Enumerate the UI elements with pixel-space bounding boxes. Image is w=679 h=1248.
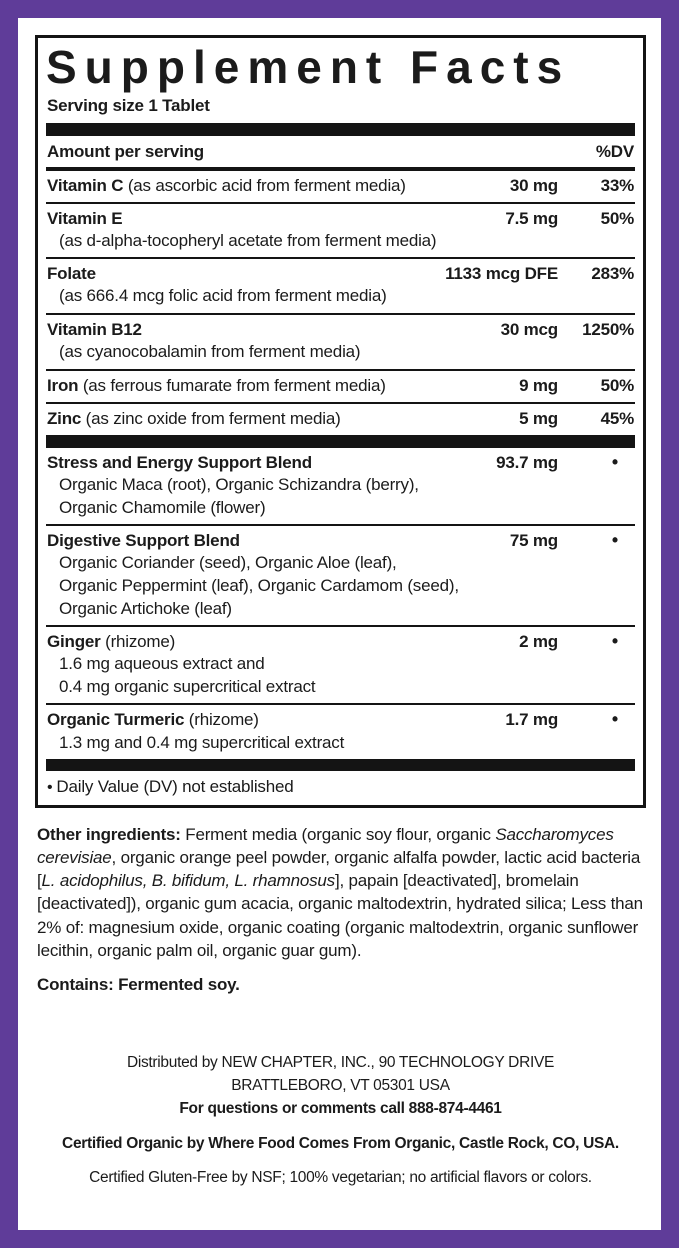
nutrient-row xyxy=(46,524,635,625)
nutrient-amount: 1.7 mg xyxy=(505,710,558,730)
nutrient-subline: (as cyanocobalamin from ferment media) xyxy=(59,342,361,362)
footer-line: Certified Organic by Where Food Comes From Organic, Castle Rock, CO, USA. xyxy=(62,1134,619,1152)
nutrient-main-line xyxy=(46,375,635,397)
nutrient-main-line xyxy=(46,709,635,731)
column-header-row xyxy=(46,136,635,171)
nutrient-amount: 2 mg xyxy=(519,632,558,652)
footer-line: For questions or comments call 888-874-4461 xyxy=(179,1100,502,1118)
other-ingredients-paragraph xyxy=(37,823,644,962)
nutrient-row xyxy=(46,402,635,435)
nutrient-subline: Organic Coriander (seed), Organic Aloe (leaf), xyxy=(59,553,397,573)
amount-per-serving-header: Amount per serving xyxy=(47,141,204,161)
nutrient-amount: 75 mg xyxy=(509,531,558,551)
nutrient-name: Organic Turmeric (rhizome) xyxy=(47,710,259,730)
nutrient-dv: 283% xyxy=(591,264,634,284)
ingredients-text-segment: Ferment media (organic soy flour, organic xyxy=(185,825,496,845)
nutrient-name: Stress and Energy Support Blend xyxy=(47,452,312,472)
nutrient-subline: 1.6 mg aqueous extract and xyxy=(59,654,265,674)
nutrient-dv: 1250% xyxy=(582,320,634,340)
divider-bar-mid xyxy=(46,435,635,448)
divider-bar-bottom xyxy=(46,759,635,771)
percent-dv-header: %DV xyxy=(595,141,634,161)
supplement-facts-title: Supplement Facts xyxy=(46,42,571,93)
ingredients-text-segment: Other ingredients: xyxy=(37,825,186,845)
nutrient-dv: 50% xyxy=(600,208,634,228)
nutrient-name: Zinc (as zinc oxide from ferment media) xyxy=(47,408,341,428)
nutrient-row xyxy=(46,171,635,202)
nutrient-main-line xyxy=(46,530,635,552)
nutrient-row xyxy=(46,625,635,703)
nutrient-subline: 0.4 mg organic supercritical extract xyxy=(59,676,316,696)
supplement-facts-panel xyxy=(35,35,646,808)
nutrient-row xyxy=(46,313,635,369)
daily-value-footnote xyxy=(46,771,635,799)
nutrient-main-line xyxy=(46,208,635,230)
nutrient-dv: 33% xyxy=(600,175,634,195)
nutrient-amount: 93.7 mg xyxy=(496,452,558,472)
nutrient-main-line xyxy=(46,263,635,285)
footnote-text: Daily Value (DV) not established xyxy=(56,777,294,797)
nutrient-row xyxy=(46,448,635,524)
vitamins-minerals-section xyxy=(46,171,635,435)
ingredients-text-segment: ], papain [deactivated], bromelain [deactivated]), organic gum acacia, organic maltodextrin, hydrated silica; Less than 2% of: magnesium oxide, organic coating (organic maltodextrin, organic sunflower lecithin, organic palm oil, organic guar gum). xyxy=(37,871,643,960)
nutrient-dv: 45% xyxy=(600,408,634,428)
nutrient-amount: 30 mg xyxy=(509,175,558,195)
nutrient-name: Iron (as ferrous fumarate from ferment media) xyxy=(47,375,386,395)
nutrient-name: Vitamin C (as ascorbic acid from ferment media) xyxy=(47,175,406,195)
nutrient-amount: 9 mg xyxy=(519,375,558,395)
nutrient-row xyxy=(46,202,635,258)
nutrient-subline: 1.3 mg and 0.4 mg supercritical extract xyxy=(59,732,345,752)
serving-size: Serving size 1 Tablet xyxy=(47,95,210,115)
footnote-bullet: • xyxy=(47,779,53,797)
nutrient-main-line xyxy=(46,631,635,653)
dv-not-established-bullet: • xyxy=(611,530,618,551)
nutrient-name: Digestive Support Blend xyxy=(47,531,240,551)
nutrient-amount: 30 mcg xyxy=(500,320,558,340)
ingredients-text-segment: Saccharomyces cerevisiae xyxy=(37,825,614,868)
footer-line: Distributed by NEW CHAPTER, INC., 90 TECHNOLOGY DRIVE xyxy=(126,1053,555,1071)
nutrient-subline: Organic Chamomile (flower) xyxy=(59,497,266,517)
nutrient-row xyxy=(46,257,635,313)
nutrient-amount: 1133 mcg DFE xyxy=(445,264,558,284)
dv-not-established-bullet: • xyxy=(611,709,618,730)
nutrient-name: Vitamin B12 xyxy=(47,320,142,340)
nutrient-name: Ginger (rhizome) xyxy=(47,632,176,652)
divider-bar-top xyxy=(46,123,635,136)
ingredients-text-segment: , organic orange peel powder, organic alfalfa powder, lactic acid bacteria [ xyxy=(37,848,641,891)
nutrient-subline: Organic Artichoke (leaf) xyxy=(59,598,232,618)
nutrient-row xyxy=(46,703,635,759)
nutrient-main-line xyxy=(46,319,635,341)
distributor-footer xyxy=(35,1051,646,1189)
nutrient-main-line xyxy=(46,175,635,197)
contains-statement: Contains: Fermented soy. xyxy=(37,974,240,994)
footer-line: BRATTLEBORO, VT 05301 USA xyxy=(231,1077,450,1095)
nutrient-amount: 7.5 mg xyxy=(505,208,558,228)
nutrient-main-line xyxy=(46,452,635,474)
nutrient-name: Folate xyxy=(47,264,96,284)
nutrient-subline: (as d-alpha-tocopheryl acetate from ferment media) xyxy=(59,230,437,250)
nutrient-subline: Organic Maca (root), Organic Schizandra (berry), xyxy=(59,475,419,494)
nutrient-subline: Organic Peppermint (leaf), Organic Cardamom (seed), xyxy=(59,575,459,595)
nutrient-subline: (as 666.4 mcg folic acid from ferment media) xyxy=(59,286,387,306)
dv-not-established-bullet: • xyxy=(611,451,618,472)
dv-not-established-bullet: • xyxy=(611,631,618,652)
nutrient-name: Vitamin E xyxy=(47,208,123,228)
nutrient-amount: 5 mg xyxy=(519,408,558,428)
footer-line: Certified Gluten-Free by NSF; 100% vegetarian; no artificial flavors or colors. xyxy=(89,1168,592,1186)
ingredients-text-segment: L. acidophilus, B. bifidum, L. rhamnosus xyxy=(41,871,335,891)
nutrient-dv: 50% xyxy=(600,375,634,395)
nutrient-main-line xyxy=(46,408,635,430)
nutrient-row xyxy=(46,369,635,402)
blends-section xyxy=(46,448,635,759)
